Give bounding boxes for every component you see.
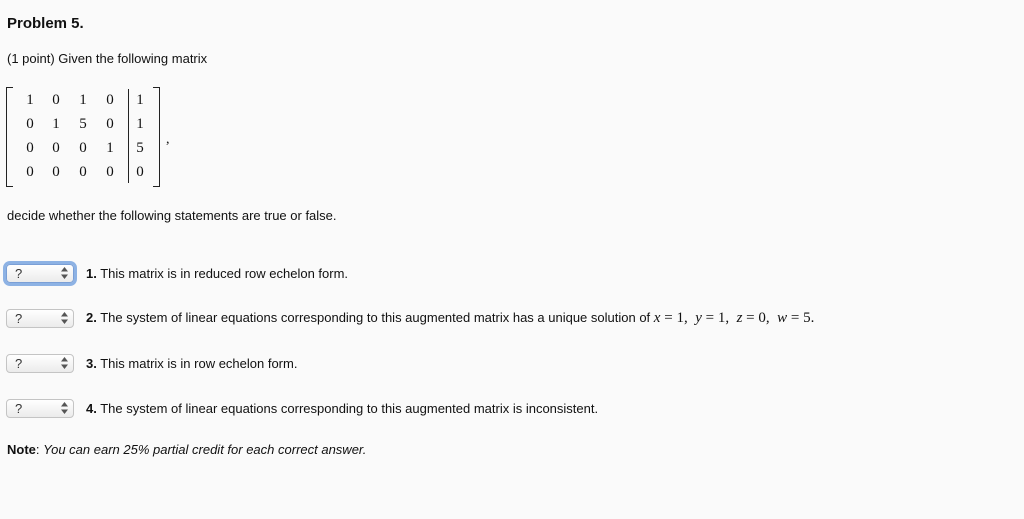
val-z: 0	[758, 309, 766, 326]
matrix-cell: 0	[106, 164, 114, 180]
augment-bar	[128, 89, 129, 183]
up-down-arrows-icon	[61, 266, 68, 280]
question-2	[6, 306, 814, 330]
question-4	[6, 396, 598, 420]
question-label: This matrix is in row echelon form.	[100, 355, 298, 371]
solution-math: x = 1, y = 1, z = 0, w = 5.	[653, 309, 815, 326]
matrix-cell: 0	[106, 116, 114, 132]
matrix-cell: 1	[79, 92, 87, 108]
question-number: 4.	[86, 400, 97, 416]
end-period: .	[810, 309, 815, 326]
select-value: ?	[15, 400, 23, 416]
up-down-arrows-icon	[61, 401, 68, 415]
question-label: The system of linear equations corresponding to this augmented matrix has a unique solution of	[100, 309, 651, 325]
note	[7, 442, 366, 457]
val-y: 1	[717, 309, 726, 326]
note-colon: :	[35, 442, 40, 457]
matrix-cell: 5	[79, 116, 87, 132]
question-number: 1.	[86, 265, 97, 281]
matrix-cell: 1	[136, 116, 144, 132]
matrix-cell: 1	[106, 140, 114, 156]
matrix-cell: 0	[79, 140, 87, 156]
note-text: You can earn 25% partial credit for each correct answer.	[43, 442, 367, 457]
question-number: 2.	[86, 309, 97, 325]
up-down-arrows-icon	[61, 356, 68, 370]
matrix-cell: 1	[52, 116, 60, 132]
var-y: y	[695, 309, 702, 326]
instruction-text: decide whether the following statements are true or false.	[7, 208, 337, 223]
val-w: 5	[803, 309, 811, 326]
var-z: z	[736, 309, 743, 326]
val-x: 1	[676, 309, 684, 326]
question-3	[6, 351, 297, 375]
problem-title: Problem 5.	[7, 15, 84, 32]
matrix-comma: ,	[166, 132, 170, 147]
augmented-matrix	[6, 87, 160, 187]
question-text-4	[86, 401, 598, 416]
matrix-cell: 5	[136, 140, 144, 156]
question-1	[6, 261, 348, 285]
matrix-right-bracket	[153, 87, 160, 187]
matrix-cell: 0	[52, 92, 60, 108]
matrix-cell: 0	[26, 164, 34, 180]
note-label: Note	[7, 442, 36, 457]
var-x: x	[653, 309, 661, 326]
question-number: 3.	[86, 355, 97, 371]
answer-select-3[interactable]	[6, 354, 74, 373]
up-down-arrows-icon	[61, 311, 68, 325]
select-value: ?	[15, 265, 23, 281]
matrix-left-bracket	[6, 87, 13, 187]
matrix-cell: 0	[26, 140, 34, 156]
matrix-cell: 0	[26, 116, 34, 132]
question-text-2	[86, 310, 814, 327]
answer-select-1[interactable]	[6, 264, 74, 283]
matrix-cell: 0	[106, 92, 114, 108]
var-w: w	[777, 309, 788, 326]
answer-select-2[interactable]	[6, 309, 74, 328]
answer-select-4[interactable]	[6, 399, 74, 418]
question-text-1	[86, 266, 348, 281]
question-label: This matrix is in reduced row echelon form.	[100, 265, 349, 281]
matrix-cell: 0	[136, 164, 144, 180]
matrix-cell: 0	[52, 164, 60, 180]
select-value: ?	[15, 310, 23, 326]
matrix-cell: 1	[26, 92, 34, 108]
matrix-cell: 0	[52, 140, 60, 156]
matrix-cell: 1	[136, 92, 144, 108]
question-label: The system of linear equations corresponding to this augmented matrix is inconsistent.	[100, 400, 599, 416]
matrix-cell: 0	[79, 164, 87, 180]
select-value: ?	[15, 355, 23, 371]
problem-intro: (1 point) Given the following matrix	[7, 51, 208, 66]
question-text-3	[86, 356, 297, 371]
